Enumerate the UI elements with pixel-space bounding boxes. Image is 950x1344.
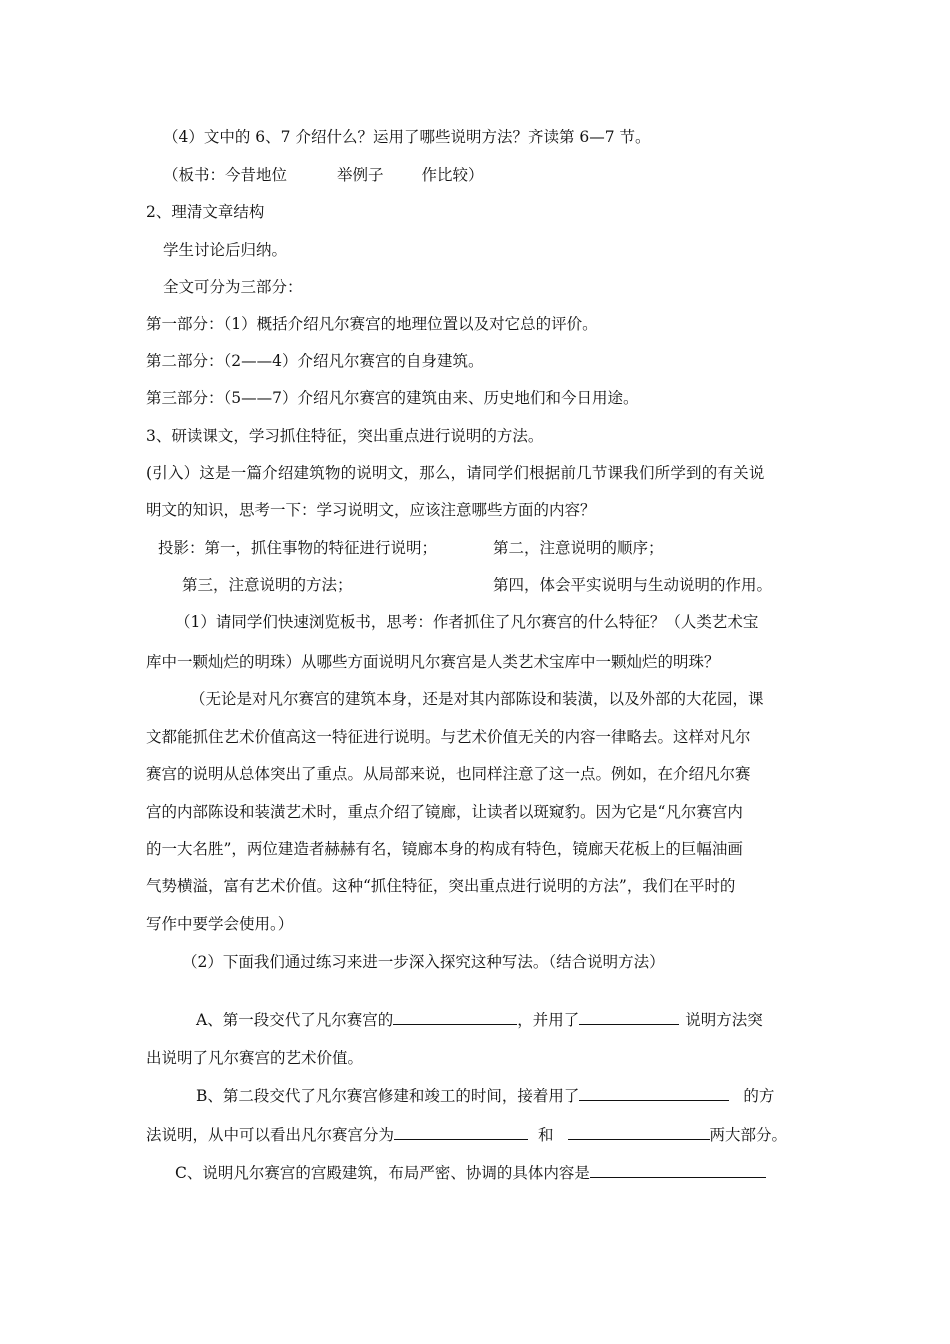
text-line: 的一大名胜”，两位建造者赫赫有名，镜廊本身的构成有特色，镜廊天花板上的巨幅油画 bbox=[146, 840, 743, 858]
text-segment: 法说明，从中可以看出凡尔赛宫分为 bbox=[146, 1126, 395, 1144]
text-line: 出说明了凡尔赛宫的艺术价值。 bbox=[146, 1049, 364, 1067]
text-segment: 和 bbox=[538, 1126, 554, 1144]
text-line: 第一部分：（1）概括介绍凡尔赛宫的地理位置以及对它总的评价。 bbox=[146, 315, 598, 333]
text-line: 气势横溢，富有艺术价值。这种“抓住特征，突出重点进行说明的方法”，我们在平时的 bbox=[146, 877, 736, 895]
text-line: （4）文中的 6、7 介绍什么？运用了哪些说明方法？齐读第 6—7 节。 bbox=[163, 128, 651, 146]
text-line: 写作中要学会使用。） bbox=[146, 915, 294, 933]
section-heading: 2、理清文章结构 bbox=[146, 203, 265, 221]
answer-blank[interactable] bbox=[579, 1010, 679, 1025]
text-line: 第三部分：（5——7）介绍凡尔赛宫的建筑由来、历史地们和今日用途。 bbox=[146, 389, 639, 407]
section-heading: 3、研读课文，学习抓住特征，突出重点进行说明的方法。 bbox=[146, 427, 544, 445]
answer-blank[interactable] bbox=[394, 1125, 528, 1140]
exercise-c bbox=[175, 1163, 766, 1183]
text-segment: 的方 bbox=[743, 1087, 775, 1105]
text-segment: 两大部分。 bbox=[709, 1126, 788, 1144]
exercise-b-cont bbox=[146, 1125, 787, 1145]
text-line: 赛宫的说明从总体突出了重点。从局部来说，也同样注意了这一点。例如，在介绍凡尔赛 bbox=[146, 765, 751, 783]
text-segment: ，并用了 bbox=[517, 1011, 580, 1029]
text-line: （1）请同学们快速浏览板书，思考：作者抓住了凡尔赛宫的什么特征？（人类艺术宝 bbox=[175, 613, 759, 631]
answer-blank[interactable] bbox=[568, 1125, 710, 1140]
text-line: 第二部分：（2——4）介绍凡尔赛宫的自身建筑。 bbox=[146, 352, 484, 370]
text-line: 第三，注意说明的方法； bbox=[182, 576, 353, 594]
text-line: 全文可分为三部分： bbox=[163, 278, 303, 296]
answer-blank[interactable] bbox=[590, 1163, 766, 1178]
text-line: 明文的知识，思考一下：学习说明文，应该注意哪些方面的内容？ bbox=[146, 501, 596, 519]
text-line: （无论是对凡尔赛宫的建筑本身，还是对其内部陈设和装潢，以及外部的大花园，课 bbox=[190, 690, 764, 708]
text-line: 学生讨论后归纳。 bbox=[163, 241, 288, 259]
text-line: (引入）这是一篇介绍建筑物的说明文，那么，请同学们根据前几节课我们所学到的有关说 bbox=[146, 464, 765, 482]
text-line: 库中一颗灿烂的明珠）从哪些方面说明凡尔赛宫是人类艺术宝库中一颗灿烂的明珠？ bbox=[146, 653, 720, 671]
text-line: 投影：第一，抓住事物的特征进行说明； bbox=[158, 539, 438, 557]
text-segment: A、第一段交代了凡尔赛宫的 bbox=[196, 1011, 394, 1029]
text-segment: B、第二段交代了凡尔赛宫修建和竣工的时间，接着用了 bbox=[196, 1087, 580, 1105]
text-line: 文都能抓住艺术价值高这一特征进行说明。与艺术价值无关的内容一律略去。这样对凡尔 bbox=[146, 728, 751, 746]
answer-blank[interactable] bbox=[393, 1010, 517, 1025]
exercise-b bbox=[196, 1086, 774, 1106]
text-line: 第四，体会平实说明与生动说明的作用。 bbox=[493, 576, 773, 594]
answer-blank[interactable] bbox=[579, 1086, 729, 1101]
text-segment: C、说明凡尔赛宫的宫殿建筑，布局严密、协调的具体内容是 bbox=[175, 1164, 590, 1182]
text-segment: 举例子 bbox=[337, 166, 384, 184]
text-line: （2）下面我们通过练习来进一步深入探究这种写法。（结合说明方法） bbox=[182, 953, 665, 971]
text-segment: 说明方法突 bbox=[685, 1011, 763, 1029]
text-segment: 作比较） bbox=[421, 166, 484, 184]
text-line: 宫的内部陈设和装潢艺术时，重点介绍了镜廊，让读者以斑窥豹。因为它是“凡尔赛宫内 bbox=[146, 803, 743, 821]
text-segment: （板书：今昔地位 bbox=[163, 166, 288, 184]
exercise-a bbox=[196, 1010, 763, 1030]
text-line: 第二，注意说明的顺序； bbox=[493, 539, 664, 557]
text-line bbox=[163, 165, 484, 185]
